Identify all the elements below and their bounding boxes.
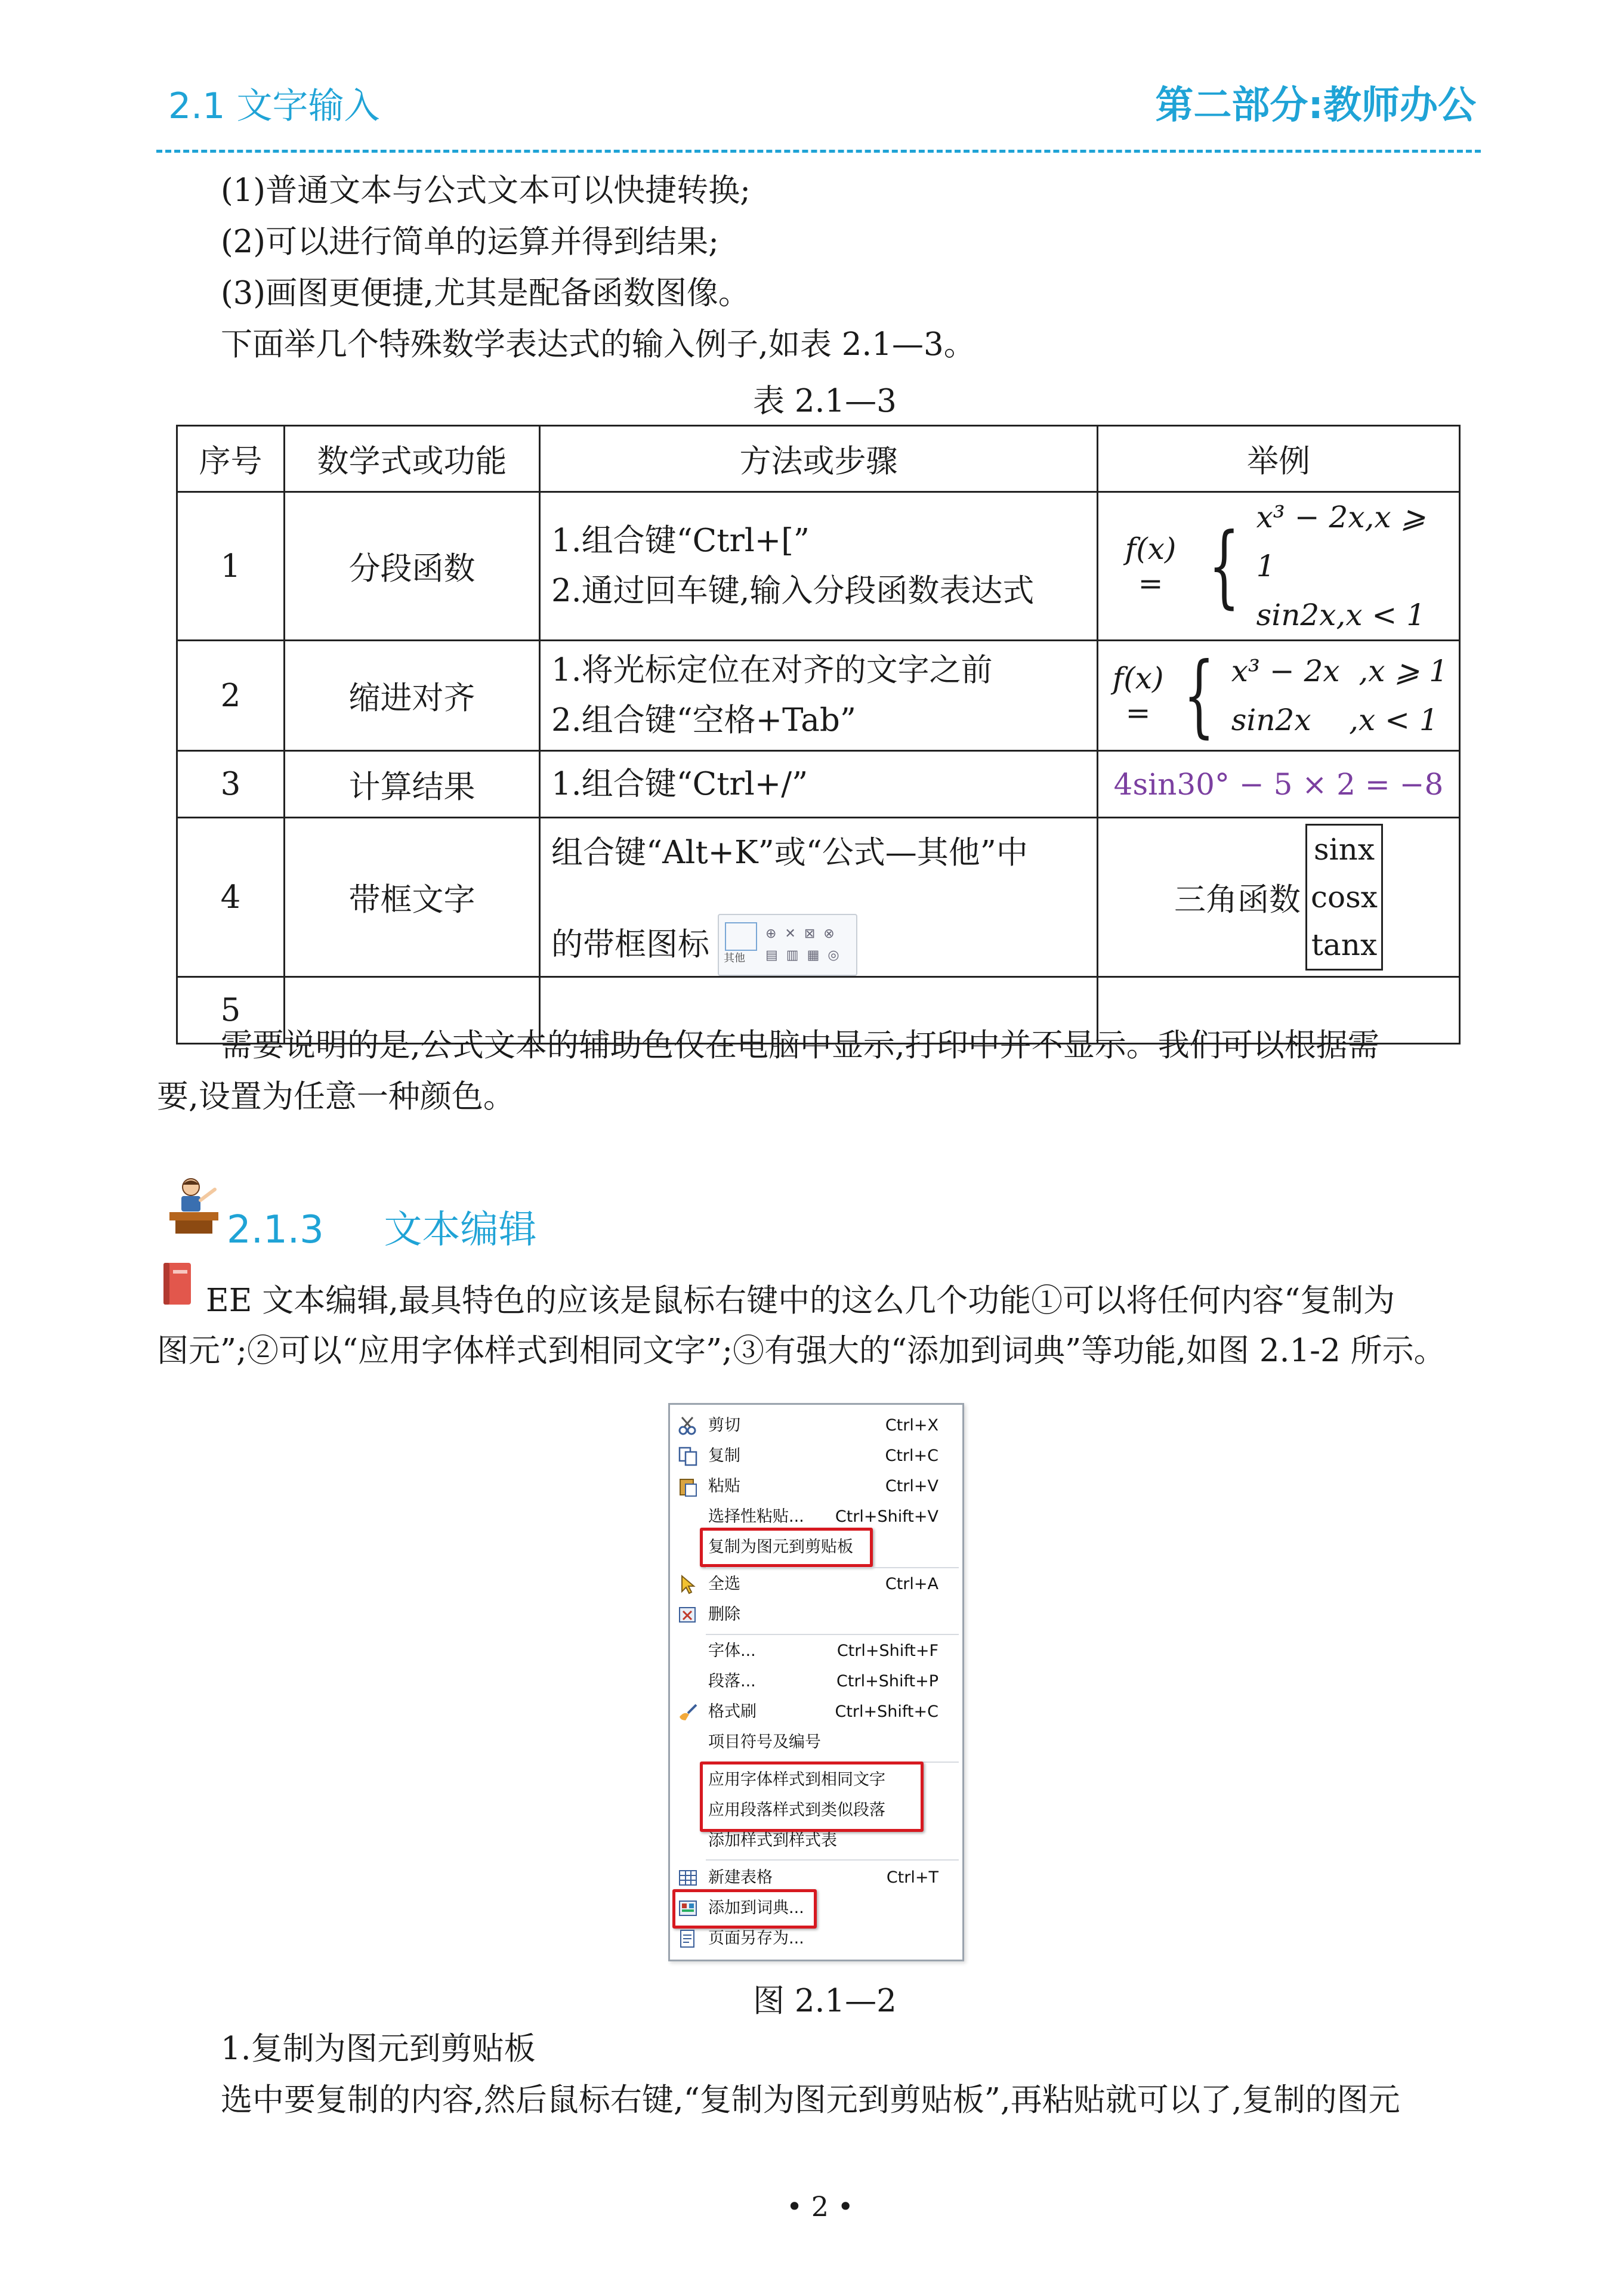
formula-lhs: f(x) = [1125,531,1177,601]
menu-shortcut-copy: Ctrl+C [885,1447,938,1465]
toolbar-label: 其他 [724,952,745,965]
figure-caption: 图 2.1—2 [753,1983,897,2019]
scissors-icon [677,1415,699,1436]
menu-shortcut-paragraph: Ctrl+Shift+P [836,1672,938,1691]
menu-shortcut-select-all: Ctrl+A [885,1575,938,1593]
boxed-functions [1305,824,1383,971]
highlight-box [672,1889,817,1929]
menu-item-format-painter[interactable]: 格式刷 [708,1702,757,1721]
formula-case: sin2x,x < 1 [1256,598,1426,632]
save-page-icon [677,1928,699,1949]
row-steps [540,641,1098,751]
left-brace: { [1183,644,1215,747]
intro-line-3: (3)画图更便捷,尤其是配备函数图像。 [221,275,750,311]
header-steps: 方法或步骤 [540,426,1098,492]
row-function: 缩进对齐 [285,641,540,751]
step-line: 1.组合键“Ctrl+[” [551,523,810,559]
menu-item-delete[interactable]: 删除 [708,1605,740,1624]
formula-lhs: f(x) = [1112,661,1164,730]
section-number: 2.1.3 [227,1208,324,1252]
table-icon [677,1867,699,1889]
math-expression-table [176,425,1461,1045]
step-line: 2.通过回车键,输入分段函数表达式 [551,573,1035,609]
book-icon [160,1260,194,1307]
intro-line-4: 下面举几个特殊数学表达式的输入例子,如表 2.1—3。 [221,326,975,363]
table-row [177,641,1460,751]
row-function: 带框文字 [285,818,540,977]
section-title: 文本编辑 [384,1208,537,1252]
piecewise-formula [1109,493,1448,639]
box-frame-icon [725,922,757,951]
step-line: 1.组合键“Ctrl+/” [551,765,808,802]
menu-item-cut[interactable]: 剪切 [708,1416,740,1435]
header-function: 数学式或功能 [285,426,540,492]
row-number: 3 [177,751,285,818]
copy-icon [677,1445,699,1467]
step-line-with-toolbar [551,914,1086,976]
note-line-2: 要,设置为任意一种颜色。 [157,1079,515,1115]
menu-shortcut-cut: Ctrl+X [885,1416,938,1435]
menu-item-paste[interactable]: 粘贴 [708,1477,740,1495]
intro-line-2: (2)可以进行简单的运算并得到结果; [221,224,719,260]
row-number: 5 [177,977,285,1044]
menu-item-paste-special[interactable]: 选择性粘贴... [708,1507,804,1526]
left-brace: { [1208,514,1240,618]
formula-case: x³ − 2x,x ⩾ 1 [1256,500,1426,583]
menu-shortcut-paste: Ctrl+V [885,1477,938,1495]
formula-cases [1256,493,1448,639]
step-line: 组合键“Alt+K”或“公式—其他”中 [551,835,1028,871]
example-label: 三角函数 [1174,882,1301,918]
menu-item-new-table[interactable]: 新建表格 [708,1868,773,1887]
step-text: 的带框图标 [551,926,709,963]
section-para-line-2: 图元”;②可以“应用字体样式到相同文字”;③有强大的“添加到词典”等功能,如图 2.1-2 所示。 [157,1333,1446,1369]
piecewise-formula [1109,644,1448,747]
menu-item-font[interactable]: 字体... [708,1642,756,1660]
row-steps [540,751,1098,818]
header-divider [156,150,1481,153]
highlight-box [700,1762,924,1832]
delete-icon [677,1604,699,1626]
menu-item-copy[interactable]: 复制 [708,1447,740,1465]
boxed-line: sinx [1313,832,1375,867]
table-row [177,818,1460,977]
header-example: 举例 [1098,426,1460,492]
row-function: 分段函数 [285,492,540,641]
row-example [1098,751,1460,818]
table-row [177,751,1460,818]
last-paragraph-line: 选中要复制的内容,然后鼠标右键,“复制为图元到剪贴板”,再粘贴就可以了,复制的图元 [221,2082,1400,2118]
paste-icon [677,1476,699,1497]
boxed-text-example [1174,824,1383,971]
menu-item-apply-paragraph-style[interactable]: 应用段落样式到类似段落 [708,1801,885,1819]
menu-separator [706,1859,959,1861]
menu-shortcut-paste-special: Ctrl+Shift+V [835,1507,938,1526]
highlight-box [700,1528,873,1567]
section-para-line-1: EE 文本编辑,最具特色的应该是鼠标右键中的这么几个功能①可以将任何内容“复制为 [206,1283,1395,1319]
step-line: 1.将光标定位在对齐的文字之前 [551,652,993,688]
formula-case: sin2x ,x < 1 [1231,703,1438,737]
table-row [177,492,1460,641]
box-toolbar-image [718,914,857,976]
row-steps [540,492,1098,641]
sub-heading: 1.复制为图元到剪贴板 [221,2031,536,2067]
boxed-line: cosx [1311,880,1378,914]
formula-case: x³ − 2x ,x ⩾ 1 [1231,654,1448,688]
intro-line-1: (1)普通文本与公式文本可以快捷转换; [221,172,751,209]
header-section-label: 2.1 文字输入 [168,85,380,127]
row-example [1098,818,1460,977]
row-example [1098,641,1460,751]
table-caption: 表 2.1—3 [753,383,897,419]
row-number: 2 [177,641,285,751]
menu-item-bullets-numbering[interactable]: 项目符号及编号 [708,1733,821,1751]
menu-shortcut-format-painter: Ctrl+Shift+C [835,1702,938,1721]
row-function: 计算结果 [285,751,540,818]
row-number: 4 [177,818,285,977]
boxed-line: tanx [1311,928,1378,962]
menu-item-add-to-dictionary[interactable]: 添加到词典... [708,1899,804,1917]
section-heading [227,1199,537,1254]
teacher-icon [167,1176,221,1236]
row-steps [540,818,1098,977]
header-number: 序号 [177,426,285,492]
toolbar-glyph-grid: ⊕✕⊠⊗ ▤▥▦◎ [765,926,848,963]
menu-item-paragraph[interactable]: 段落... [708,1672,756,1691]
menu-item-select-all[interactable]: 全选 [708,1575,740,1593]
menu-item-add-style[interactable]: 添加样式到样式表 [708,1831,837,1850]
row-example [1098,492,1460,641]
step-line: 2.组合键“空格+Tab” [551,702,856,738]
row-number: 1 [177,492,285,641]
context-menu [668,1403,964,1961]
page-number: • 2 • [786,2190,854,2223]
menu-shortcut-new-table: Ctrl+T [886,1868,938,1887]
menu-separator [706,1634,959,1635]
calculation-result: 4sin30° − 5 × 2 = −8 [1113,767,1444,802]
menu-shortcut-font: Ctrl+Shift+F [836,1642,938,1660]
header-part-title: 第二部分:教师办公 [1155,84,1476,128]
table-header-row [177,426,1460,492]
brush-icon [677,1701,699,1723]
cursor-icon [677,1574,699,1595]
menu-item-save-page-as[interactable]: 页面另存为... [708,1929,804,1948]
formula-cases [1231,647,1448,744]
menu-item-apply-font-style[interactable]: 应用字体样式到相同文字 [708,1770,885,1789]
menu-item-copy-as-metafile[interactable]: 复制为图元到剪贴板 [708,1538,853,1556]
note-line-1: 需要说明的是,公式文本的辅助色仅在电脑中显示,打印中并不显示。我们可以根据需 [221,1027,1379,1064]
menu-separator [706,1567,959,1568]
